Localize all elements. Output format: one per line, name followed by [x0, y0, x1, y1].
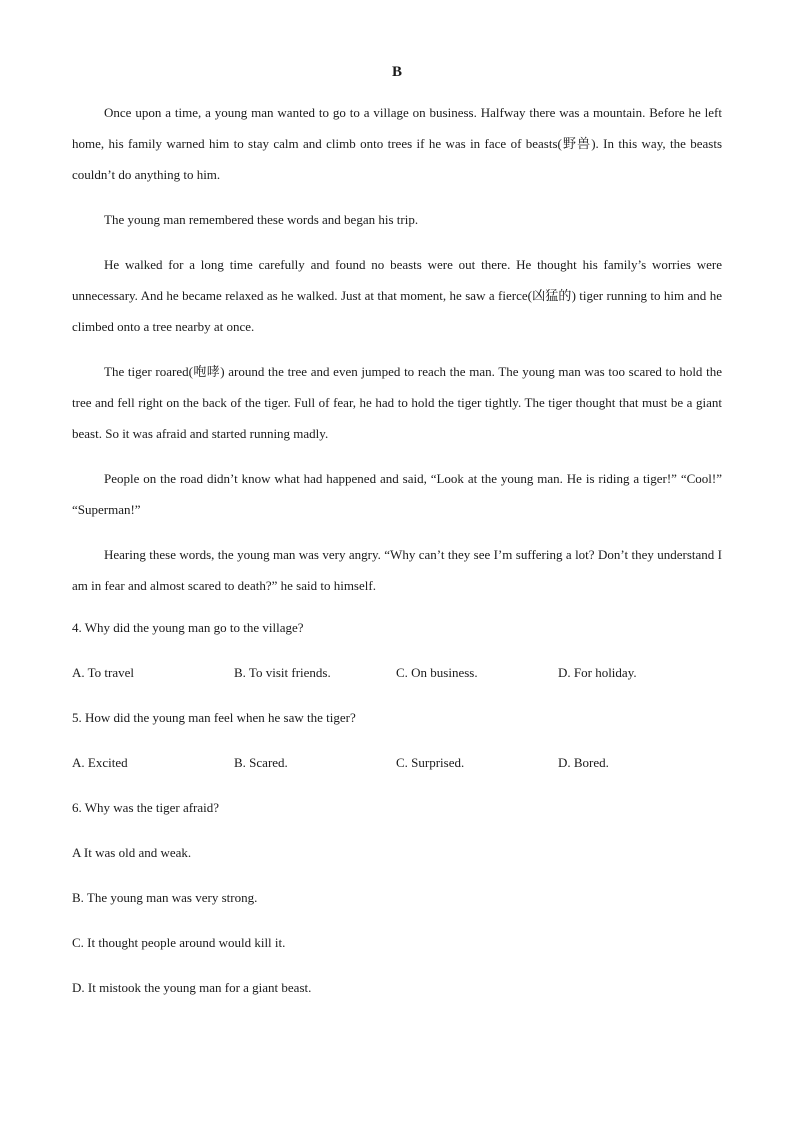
option-d: D. For holiday.: [558, 665, 637, 680]
question-4-options: [72, 657, 722, 688]
passage-paragraph: He walked for a long time carefully and found no beasts were out there. He thought his family’s worries were unnecessary. And he became relaxed as he walked. Just at that moment, he saw a fierce(凶猛的) tiger running to him and he climbed onto a tree nearby at once.: [72, 257, 722, 334]
option-b: B. To visit friends.: [234, 665, 331, 680]
option-c: C. On business.: [396, 665, 478, 680]
option-a: A. To travel: [72, 665, 135, 680]
passage-paragraph: Hearing these words, the young man was very angry. “Why can’t they see I’m suffering a lot? Don’t they understand I am in fear and almost scared to death?” he said to himself.: [72, 547, 722, 593]
option-d: D. It mistook the young man for a giant beast.: [72, 980, 312, 995]
passage-paragraph: The young man remembered these words and began his trip.: [104, 212, 419, 227]
option-b: B. Scared.: [234, 755, 288, 770]
question-6-stem: 6. Why was the tiger afraid?: [72, 800, 220, 815]
option-c: C. Surprised.: [396, 755, 465, 770]
question-4-stem: 4. Why did the young man go to the village?: [72, 620, 304, 635]
option-c: C. It thought people around would kill it.: [72, 935, 286, 950]
passage-paragraph: People on the road didn’t know what had happened and said, “Look at the young man. He is riding a tiger!” “Cool!” “Superman!”: [72, 471, 722, 517]
option-b: B. The young man was very strong.: [72, 890, 258, 905]
option-d: D. Bored.: [558, 755, 609, 770]
question-5-options: [72, 747, 722, 778]
question-list: [72, 612, 722, 1017]
reading-passage: [72, 97, 722, 615]
question-5-stem: 5. How did the young man feel when he saw the tiger?: [72, 710, 356, 725]
passage-paragraph: The tiger roared(咆哮) around the tree and even jumped to reach the man. The young man was too scared to hold the tree and fell right on the back of the tiger. Full of fear, he had to hold the tiger tightly. The tiger thought that must be a giant beast. So it was afraid and started running madly.: [72, 364, 722, 441]
option-a: A It was old and weak.: [72, 845, 192, 860]
option-a: A. Excited: [72, 755, 128, 770]
section-title: B: [391, 64, 402, 80]
passage-paragraph: Once upon a time, a young man wanted to go to a village on business. Halfway there was a mountain. Before he left home, his family warned him to stay calm and climb onto trees if he was in face of beasts(野兽). In this way, the beasts couldn’t do anything to him.: [72, 105, 722, 182]
